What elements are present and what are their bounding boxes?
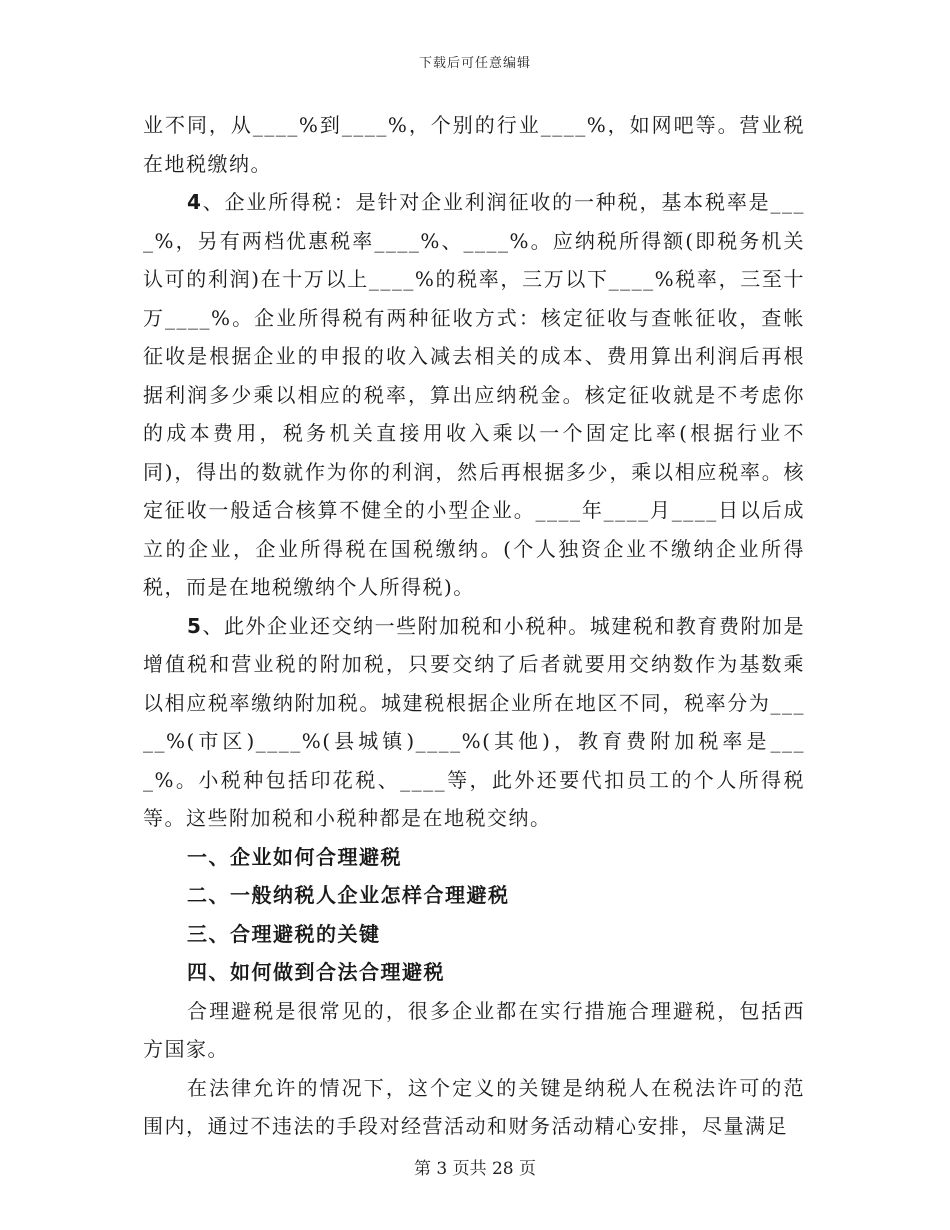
- section-heading-2: 二、一般纳税人企业怎样合理避税: [187, 883, 510, 907]
- section-heading-4: 四、如何做到合法合理避税: [187, 960, 445, 984]
- section-heading-3: 三、合理避税的关键: [187, 921, 381, 946]
- document-body: [143, 106, 805, 1146]
- paragraph-text: 、此外企业还交纳一些附加税和小税种。城建税和教育费附加是增值税和营业税的附加税，只要交纳了后者就要用交纳数作为基数乘以相应税率缴纳附加税。城建税根据企业所在地区不同，税率分为_____%(市区)____%(县城镇)____%(其他)，教育费附加税率是____%。小税种包括印花税、____等，此外还要代扣员工的个人所得税等。这些附加税和小税种都是在地税交纳。: [143, 613, 805, 830]
- item-number: 4: [187, 190, 203, 214]
- paragraph-business-tax-end: 业不同，从____%到____%，个别的行业____%，如网吧等。营业税在地税缴纳。: [143, 113, 805, 176]
- section-heading-1: 一、企业如何合理避税: [187, 844, 402, 869]
- paragraph-corporate-income-tax: [143, 183, 805, 607]
- page-footer: 第 3 页共 28 页: [413, 1159, 537, 1179]
- paragraph-tax-avoidance-definition: 在法律允许的情况下，这个定义的关键是纳税人在税法许可的范围内，通过不违法的手段对经营活动和财务活动精心安排，尽量满足: [143, 1075, 805, 1138]
- paragraph-surcharges: [143, 607, 805, 838]
- item-number: 5: [187, 613, 203, 638]
- page-header: 下载后可任意编辑: [418, 56, 531, 71]
- paragraph-text: 、企业所得税：是针对企业利润征收的一种税，基本税率是____%，另有两档优惠税率____%、____%。应纳税所得额(即税务机关认可的利润)在十万以上____%的税率，三万以下____%税率，三至十万____%。企业所得税有两种征收方式：核定征收与查帐征收，查帐征收是根据企业的申报的收入减去相关的成本、费用算出利润后再根据利润多少乘以相应的税率，算出应纳税金。核定征收就是不考虑你的成本费用，税务机关直接用收入乘以一个固定比率(根据行业不同)，得出的数就作为你的利润，然后再根据多少，乘以相应税率。核定征收一般适合核算不健全的小型企业。____年____月____日以后成立的企业，企业所得税在国税缴纳。(个人独资企业不缴纳企业所得税，而是在地税缴纳个人所得税)。: [143, 190, 805, 599]
- paragraph-tax-avoidance-common: 合理避税是很常见的，很多企业都在实行措施合理避税，包括西方国家。: [143, 998, 805, 1061]
